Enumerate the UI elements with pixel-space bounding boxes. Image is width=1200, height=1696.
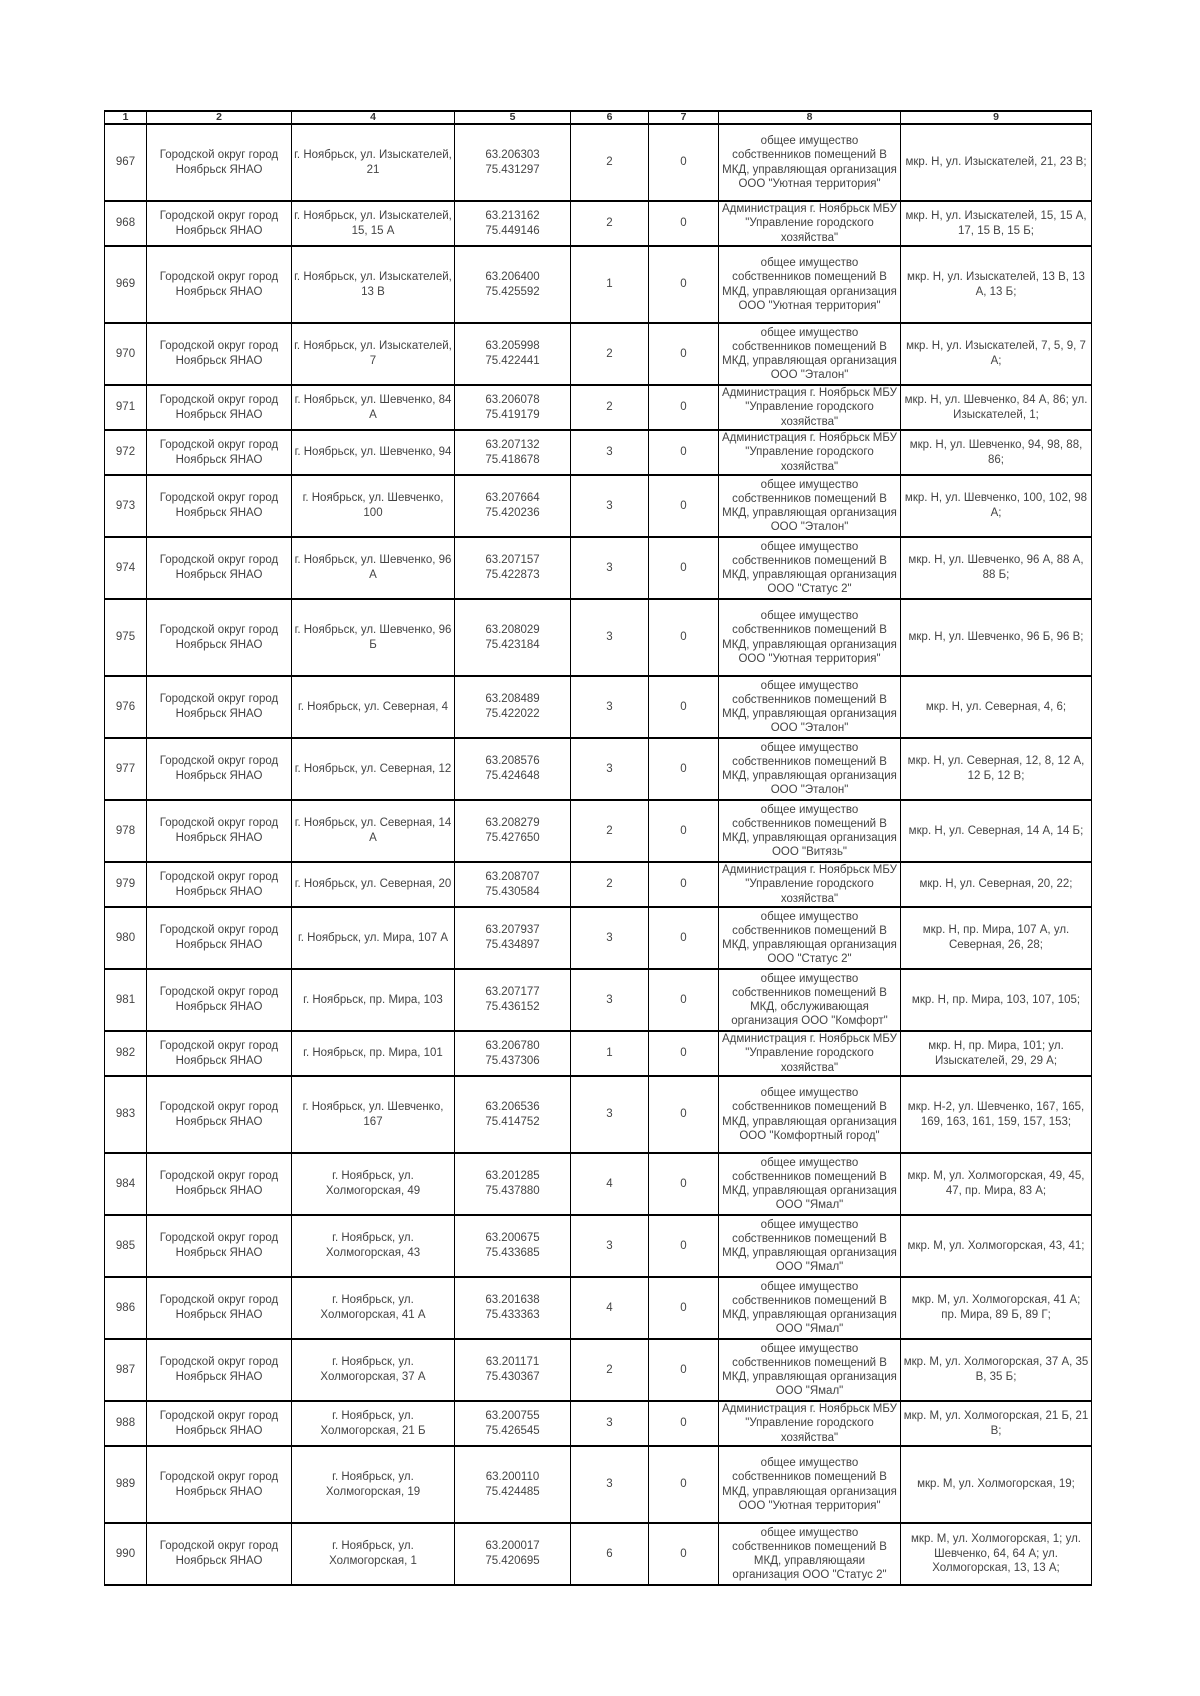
row-number-cell: 979 xyxy=(105,862,147,907)
row-number-cell: 988 xyxy=(105,1401,147,1446)
owner-cell: общее имущество собственников помещений В МКД, управляющая организация ООО "Ямал" xyxy=(719,1277,901,1339)
container-count-cell: 2 xyxy=(571,862,649,907)
coordinates-cell: 63.200675 75.433685 xyxy=(455,1215,571,1277)
address-cell: г. Ноябрьск, ул. Изыскателей, 21 xyxy=(292,124,455,201)
served-objects-cell: мкр. Н, ул. Изыскателей, 13 В, 13 А, 13 Б; xyxy=(901,246,1092,323)
served-objects-cell: мкр. Н, ул. Изыскателей, 21, 23 В; xyxy=(901,124,1092,201)
table-row xyxy=(105,907,1092,969)
municipality-cell: Городской округ город Ноябрьск ЯНАО xyxy=(147,430,292,475)
municipality-cell: Городской округ город Ноябрьск ЯНАО xyxy=(147,1277,292,1339)
column-7-cell: 0 xyxy=(649,676,719,738)
row-number-cell: 971 xyxy=(105,385,147,430)
table-row xyxy=(105,1523,1092,1585)
address-cell: г. Ноябрьск, ул. Шевченко, 167 xyxy=(292,1076,455,1153)
served-objects-cell: мкр. Н, ул. Шевченко, 94, 98, 88, 86; xyxy=(901,430,1092,475)
served-objects-cell: мкр. М, ул. Холмогорская, 37 А, 35 В, 35 Б; xyxy=(901,1339,1092,1401)
row-number-cell: 982 xyxy=(105,1031,147,1076)
table-row xyxy=(105,738,1092,800)
address-cell: г. Ноябрьск, ул. Мира, 107 А xyxy=(292,907,455,969)
served-objects-cell: мкр. М, ул. Холмогорская, 49, 45, 47, пр. Мира, 83 А; xyxy=(901,1153,1092,1215)
column-header-7: 7 xyxy=(649,111,719,124)
table-row xyxy=(105,1076,1092,1153)
column-header-8: 8 xyxy=(719,111,901,124)
municipality-cell: Городской округ город Ноябрьск ЯНАО xyxy=(147,1153,292,1215)
served-objects-cell: мкр. Н, ул. Изыскателей, 7, 5, 9, 7 А; xyxy=(901,323,1092,385)
column-7-cell: 0 xyxy=(649,599,719,676)
municipality-cell: Городской округ город Ноябрьск ЯНАО xyxy=(147,676,292,738)
address-cell: г. Ноябрьск, ул. Шевченко, 96 А xyxy=(292,537,455,599)
column-header-6: 6 xyxy=(571,111,649,124)
column-7-cell: 0 xyxy=(649,246,719,323)
column-7-cell: 0 xyxy=(649,1339,719,1401)
column-header-2: 2 xyxy=(147,111,292,124)
municipality-cell: Городской округ город Ноябрьск ЯНАО xyxy=(147,323,292,385)
owner-cell: общее имущество собственников помещений В МКД, управляющая организация ООО "Витязь" xyxy=(719,800,901,862)
column-7-cell: 0 xyxy=(649,1277,719,1339)
column-7-cell: 0 xyxy=(649,907,719,969)
coordinates-cell: 63.207177 75.436152 xyxy=(455,969,571,1031)
row-number-cell: 968 xyxy=(105,201,147,246)
served-objects-cell: мкр. Н, ул. Северная, 14 А, 14 Б; xyxy=(901,800,1092,862)
container-count-cell: 3 xyxy=(571,1446,649,1523)
coordinates-cell: 63.201171 75.430367 xyxy=(455,1339,571,1401)
table-row xyxy=(105,969,1092,1031)
served-objects-cell: мкр. Н, ул. Шевченко, 96 Б, 96 В; xyxy=(901,599,1092,676)
municipality-cell: Городской округ город Ноябрьск ЯНАО xyxy=(147,1401,292,1446)
municipality-cell: Городской округ город Ноябрьск ЯНАО xyxy=(147,1523,292,1585)
table-body xyxy=(105,124,1092,1585)
column-7-cell: 0 xyxy=(649,1446,719,1523)
owner-cell: общее имущество собственников помещений В МКД, управляющая организация ООО "Ямал" xyxy=(719,1339,901,1401)
municipality-cell: Городской округ город Ноябрьск ЯНАО xyxy=(147,475,292,537)
coordinates-cell: 63.208029 75.423184 xyxy=(455,599,571,676)
row-number-cell: 990 xyxy=(105,1523,147,1585)
container-count-cell: 2 xyxy=(571,124,649,201)
container-count-cell: 3 xyxy=(571,1215,649,1277)
served-objects-cell: мкр. Н, ул. Шевченко, 96 А, 88 А, 88 Б; xyxy=(901,537,1092,599)
coordinates-cell: 63.207132 75.418678 xyxy=(455,430,571,475)
coordinates-cell: 63.206780 75.437306 xyxy=(455,1031,571,1076)
owner-cell: общее имущество собственников помещений В МКД, управляющая организация ООО "Статус 2" xyxy=(719,537,901,599)
column-7-cell: 0 xyxy=(649,430,719,475)
served-objects-cell: мкр. Н, ул. Северная, 12, 8, 12 А, 12 Б, 12 В; xyxy=(901,738,1092,800)
column-7-cell: 0 xyxy=(649,124,719,201)
address-cell: г. Ноябрьск, ул. Холмогорская, 37 А xyxy=(292,1339,455,1401)
served-objects-cell: мкр. Н, ул. Изыскателей, 15, 15 А, 17, 15 В, 15 Б; xyxy=(901,201,1092,246)
column-7-cell: 0 xyxy=(649,201,719,246)
served-objects-cell: мкр. Н, ул. Северная, 4, 6; xyxy=(901,676,1092,738)
table-row xyxy=(105,201,1092,246)
column-7-cell: 0 xyxy=(649,1523,719,1585)
table-header xyxy=(105,111,1092,124)
column-7-cell: 0 xyxy=(649,1401,719,1446)
served-objects-cell: мкр. М, ул. Холмогорская, 43, 41; xyxy=(901,1215,1092,1277)
container-count-cell: 3 xyxy=(571,1076,649,1153)
column-7-cell: 0 xyxy=(649,475,719,537)
owner-cell: общее имущество собственников помещений В МКД, управляющая организация ООО "Уютная территория" xyxy=(719,599,901,676)
municipality-cell: Городской округ город Ноябрьск ЯНАО xyxy=(147,124,292,201)
row-number-cell: 989 xyxy=(105,1446,147,1523)
coordinates-cell: 63.208707 75.430584 xyxy=(455,862,571,907)
municipality-cell: Городской округ город Ноябрьск ЯНАО xyxy=(147,738,292,800)
table-row xyxy=(105,1031,1092,1076)
row-number-cell: 983 xyxy=(105,1076,147,1153)
column-7-cell: 0 xyxy=(649,969,719,1031)
served-objects-cell: мкр. Н, пр. Мира, 107 А, ул. Северная, 26, 28; xyxy=(901,907,1092,969)
owner-cell: общее имущество собственников помещений В МКД, управляющая организация ООО "Уютная территория" xyxy=(719,246,901,323)
table-row xyxy=(105,1153,1092,1215)
table-row xyxy=(105,599,1092,676)
served-objects-cell: мкр. Н, ул. Шевченко, 100, 102, 98 А; xyxy=(901,475,1092,537)
address-cell: г. Ноябрьск, ул. Северная, 20 xyxy=(292,862,455,907)
row-number-cell: 980 xyxy=(105,907,147,969)
container-count-cell: 1 xyxy=(571,246,649,323)
table-row xyxy=(105,124,1092,201)
row-number-cell: 974 xyxy=(105,537,147,599)
coordinates-cell: 63.206400 75.425592 xyxy=(455,246,571,323)
address-cell: г. Ноябрьск, ул. Шевченко, 96 Б xyxy=(292,599,455,676)
container-count-cell: 3 xyxy=(571,537,649,599)
address-cell: г. Ноябрьск, ул. Холмогорская, 49 xyxy=(292,1153,455,1215)
address-cell: г. Ноябрьск, ул. Изыскателей, 15, 15 А xyxy=(292,201,455,246)
municipality-cell: Городской округ город Ноябрьск ЯНАО xyxy=(147,1031,292,1076)
owner-cell: общее имущество собственников помещений В МКД, управляющая организация ООО "Эталон" xyxy=(719,475,901,537)
municipality-cell: Городской округ город Ноябрьск ЯНАО xyxy=(147,385,292,430)
owner-cell: общее имущество собственников помещений В МКД, управляющая организация ООО "Ямал" xyxy=(719,1153,901,1215)
coordinates-cell: 63.208576 75.424648 xyxy=(455,738,571,800)
table-row xyxy=(105,246,1092,323)
served-objects-cell: мкр. Н, пр. Мира, 101; ул. Изыскателей, 29, 29 А; xyxy=(901,1031,1092,1076)
coordinates-cell: 63.206536 75.414752 xyxy=(455,1076,571,1153)
row-number-cell: 986 xyxy=(105,1277,147,1339)
served-objects-cell: мкр. М, ул. Холмогорская, 1; ул. Шевченко, 64, 64 А; ул. Холмогорская, 13, 13 А; xyxy=(901,1523,1092,1585)
row-number-cell: 967 xyxy=(105,124,147,201)
coordinates-cell: 63.207937 75.434897 xyxy=(455,907,571,969)
municipality-cell: Городской округ город Ноябрьск ЯНАО xyxy=(147,1076,292,1153)
row-number-cell: 981 xyxy=(105,969,147,1031)
column-7-cell: 0 xyxy=(649,800,719,862)
owner-cell: общее имущество собственников помещений В МКД, управляющая организация ООО "Статус 2" xyxy=(719,907,901,969)
container-count-cell: 3 xyxy=(571,907,649,969)
address-cell: г. Ноябрьск, ул. Холмогорская, 19 xyxy=(292,1446,455,1523)
row-number-cell: 977 xyxy=(105,738,147,800)
container-count-cell: 4 xyxy=(571,1153,649,1215)
column-7-cell: 0 xyxy=(649,862,719,907)
coordinates-cell: 63.200110 75.424485 xyxy=(455,1446,571,1523)
column-header-5: 5 xyxy=(455,111,571,124)
owner-cell: Администрация г. Ноябрьск МБУ "Управление городского хозяйства" xyxy=(719,385,901,430)
row-number-cell: 976 xyxy=(105,676,147,738)
table-row xyxy=(105,1215,1092,1277)
coordinates-cell: 63.208489 75.422022 xyxy=(455,676,571,738)
coordinates-cell: 63.201285 75.437880 xyxy=(455,1153,571,1215)
municipality-cell: Городской округ город Ноябрьск ЯНАО xyxy=(147,1446,292,1523)
container-count-cell: 3 xyxy=(571,738,649,800)
coordinates-cell: 63.208279 75.427650 xyxy=(455,800,571,862)
table-row xyxy=(105,862,1092,907)
address-cell: г. Ноябрьск, ул. Шевченко, 100 xyxy=(292,475,455,537)
table-row xyxy=(105,1401,1092,1446)
municipality-cell: Городской округ город Ноябрьск ЯНАО xyxy=(147,907,292,969)
table-row xyxy=(105,1339,1092,1401)
column-header-1: 1 xyxy=(105,111,147,124)
owner-cell: общее имущество собственников помещений В МКД, управляющая организация ООО "Комфортный город" xyxy=(719,1076,901,1153)
coordinates-cell: 63.207157 75.422873 xyxy=(455,537,571,599)
container-count-cell: 3 xyxy=(571,676,649,738)
municipality-cell: Городской округ город Ноябрьск ЯНАО xyxy=(147,599,292,676)
coordinates-cell: 63.200755 75.426545 xyxy=(455,1401,571,1446)
coordinates-cell: 63.206078 75.419179 xyxy=(455,385,571,430)
owner-cell: Администрация г. Ноябрьск МБУ "Управление городского хозяйства" xyxy=(719,862,901,907)
municipality-cell: Городской округ город Ноябрьск ЯНАО xyxy=(147,1339,292,1401)
column-7-cell: 0 xyxy=(649,1076,719,1153)
table-row xyxy=(105,537,1092,599)
column-7-cell: 0 xyxy=(649,1153,719,1215)
row-number-cell: 984 xyxy=(105,1153,147,1215)
container-count-cell: 2 xyxy=(571,800,649,862)
table-row xyxy=(105,1446,1092,1523)
container-count-cell: 3 xyxy=(571,599,649,676)
row-number-cell: 975 xyxy=(105,599,147,676)
column-7-cell: 0 xyxy=(649,1031,719,1076)
owner-cell: Администрация г. Ноябрьск МБУ "Управление городского хозяйства" xyxy=(719,430,901,475)
owner-cell: общее имущество собственников помещений В МКД, обслуживающая организация ООО "Комфорт" xyxy=(719,969,901,1031)
owner-cell: общее имущество собственников помещений В МКД, управляющая организация ООО "Эталон" xyxy=(719,738,901,800)
column-7-cell: 0 xyxy=(649,1215,719,1277)
row-number-cell: 972 xyxy=(105,430,147,475)
column-7-cell: 0 xyxy=(649,323,719,385)
address-cell: г. Ноябрьск, ул. Шевченко, 94 xyxy=(292,430,455,475)
table-row xyxy=(105,1277,1092,1339)
served-objects-cell: мкр. Н, ул. Шевченко, 84 А, 86; ул. Изыскателей, 1; xyxy=(901,385,1092,430)
address-cell: г. Ноябрьск, ул. Северная, 14 А xyxy=(292,800,455,862)
container-count-cell: 1 xyxy=(571,1031,649,1076)
address-cell: г. Ноябрьск, ул. Холмогорская, 41 А xyxy=(292,1277,455,1339)
column-7-cell: 0 xyxy=(649,385,719,430)
container-count-cell: 2 xyxy=(571,323,649,385)
address-cell: г. Ноябрьск, ул. Холмогорская, 1 xyxy=(292,1523,455,1585)
owner-cell: общее имущество собственников помещений В МКД, управляющая организация ООО "Эталон" xyxy=(719,323,901,385)
column-header-4: 4 xyxy=(292,111,455,124)
table-row xyxy=(105,323,1092,385)
served-objects-cell: мкр. Н-2, ул. Шевченко, 167, 165, 169, 163, 161, 159, 157, 153; xyxy=(901,1076,1092,1153)
municipality-cell: Городской округ город Ноябрьск ЯНАО xyxy=(147,537,292,599)
column-header-9: 9 xyxy=(901,111,1092,124)
municipality-cell: Городской округ город Ноябрьск ЯНАО xyxy=(147,246,292,323)
container-count-cell: 3 xyxy=(571,969,649,1031)
owner-cell: общее имущество собственников помещений В МКД, управляющая организация ООО "Уютная территория" xyxy=(719,124,901,201)
coordinates-cell: 63.213162 75.449146 xyxy=(455,201,571,246)
coordinates-cell: 63.200017 75.420695 xyxy=(455,1523,571,1585)
address-cell: г. Ноябрьск, ул. Холмогорская, 21 Б xyxy=(292,1401,455,1446)
owner-cell: Администрация г. Ноябрьск МБУ "Управление городского хозяйства" xyxy=(719,1401,901,1446)
owner-cell: общее имущество собственников помещений В МКД, управляющая организация ООО "Ямал" xyxy=(719,1215,901,1277)
coordinates-cell: 63.205998 75.422441 xyxy=(455,323,571,385)
address-cell: г. Ноябрьск, ул. Шевченко, 84 А xyxy=(292,385,455,430)
municipality-cell: Городской округ город Ноябрьск ЯНАО xyxy=(147,862,292,907)
container-count-cell: 3 xyxy=(571,1401,649,1446)
column-7-cell: 0 xyxy=(649,738,719,800)
served-objects-cell: мкр. М, ул. Холмогорская, 41 А; пр. Мира, 89 Б, 89 Г; xyxy=(901,1277,1092,1339)
owner-cell: Администрация г. Ноябрьск МБУ "Управление городского хозяйства" xyxy=(719,201,901,246)
container-count-cell: 2 xyxy=(571,1339,649,1401)
container-count-cell: 6 xyxy=(571,1523,649,1585)
municipality-cell: Городской округ город Ноябрьск ЯНАО xyxy=(147,800,292,862)
coordinates-cell: 63.207664 75.420236 xyxy=(455,475,571,537)
served-objects-cell: мкр. М, ул. Холмогорская, 21 Б, 21 В; xyxy=(901,1401,1092,1446)
row-number-cell: 970 xyxy=(105,323,147,385)
container-count-cell: 2 xyxy=(571,201,649,246)
owner-cell: Администрация г. Ноябрьск МБУ "Управление городского хозяйства" xyxy=(719,1031,901,1076)
address-cell: г. Ноябрьск, ул. Холмогорская, 43 xyxy=(292,1215,455,1277)
coordinates-cell: 63.206303 75.431297 xyxy=(455,124,571,201)
container-count-cell: 3 xyxy=(571,430,649,475)
table-row xyxy=(105,385,1092,430)
row-number-cell: 973 xyxy=(105,475,147,537)
address-cell: г. Ноябрьск, пр. Мира, 103 xyxy=(292,969,455,1031)
row-number-cell: 985 xyxy=(105,1215,147,1277)
owner-cell: общее имущество собственников помещений В МКД, управляющая организация ООО "Эталон" xyxy=(719,676,901,738)
address-cell: г. Ноябрьск, ул. Северная, 4 xyxy=(292,676,455,738)
table-row xyxy=(105,430,1092,475)
row-number-cell: 969 xyxy=(105,246,147,323)
address-cell: г. Ноябрьск, ул. Северная, 12 xyxy=(292,738,455,800)
column-7-cell: 0 xyxy=(649,537,719,599)
table-row xyxy=(105,676,1092,738)
owner-cell: общее имущество собственников помещений В МКД, управляющаяи организация ООО "Статус 2" xyxy=(719,1523,901,1585)
municipality-cell: Городской округ город Ноябрьск ЯНАО xyxy=(147,969,292,1031)
table-row xyxy=(105,800,1092,862)
container-count-cell: 3 xyxy=(571,475,649,537)
municipality-cell: Городской округ город Ноябрьск ЯНАО xyxy=(147,201,292,246)
address-cell: г. Ноябрьск, пр. Мира, 101 xyxy=(292,1031,455,1076)
coordinates-cell: 63.201638 75.433363 xyxy=(455,1277,571,1339)
container-count-cell: 2 xyxy=(571,385,649,430)
municipality-cell: Городской округ город Ноябрьск ЯНАО xyxy=(147,1215,292,1277)
served-objects-cell: мкр. Н, пр. Мира, 103, 107, 105; xyxy=(901,969,1092,1031)
served-objects-cell: мкр. Н, ул. Северная, 20, 22; xyxy=(901,862,1092,907)
row-number-cell: 987 xyxy=(105,1339,147,1401)
address-cell: г. Ноябрьск, ул. Изыскателей, 7 xyxy=(292,323,455,385)
served-objects-cell: мкр. М, ул. Холмогорская, 19; xyxy=(901,1446,1092,1523)
address-cell: г. Ноябрьск, ул. Изыскателей, 13 В xyxy=(292,246,455,323)
owner-cell: общее имущество собственников помещений В МКД, управляющая организация ООО "Уютная территория" xyxy=(719,1446,901,1523)
row-number-cell: 978 xyxy=(105,800,147,862)
container-count-cell: 4 xyxy=(571,1277,649,1339)
container-sites-table xyxy=(104,110,1092,1586)
header-row xyxy=(105,111,1092,124)
table-row xyxy=(105,475,1092,537)
